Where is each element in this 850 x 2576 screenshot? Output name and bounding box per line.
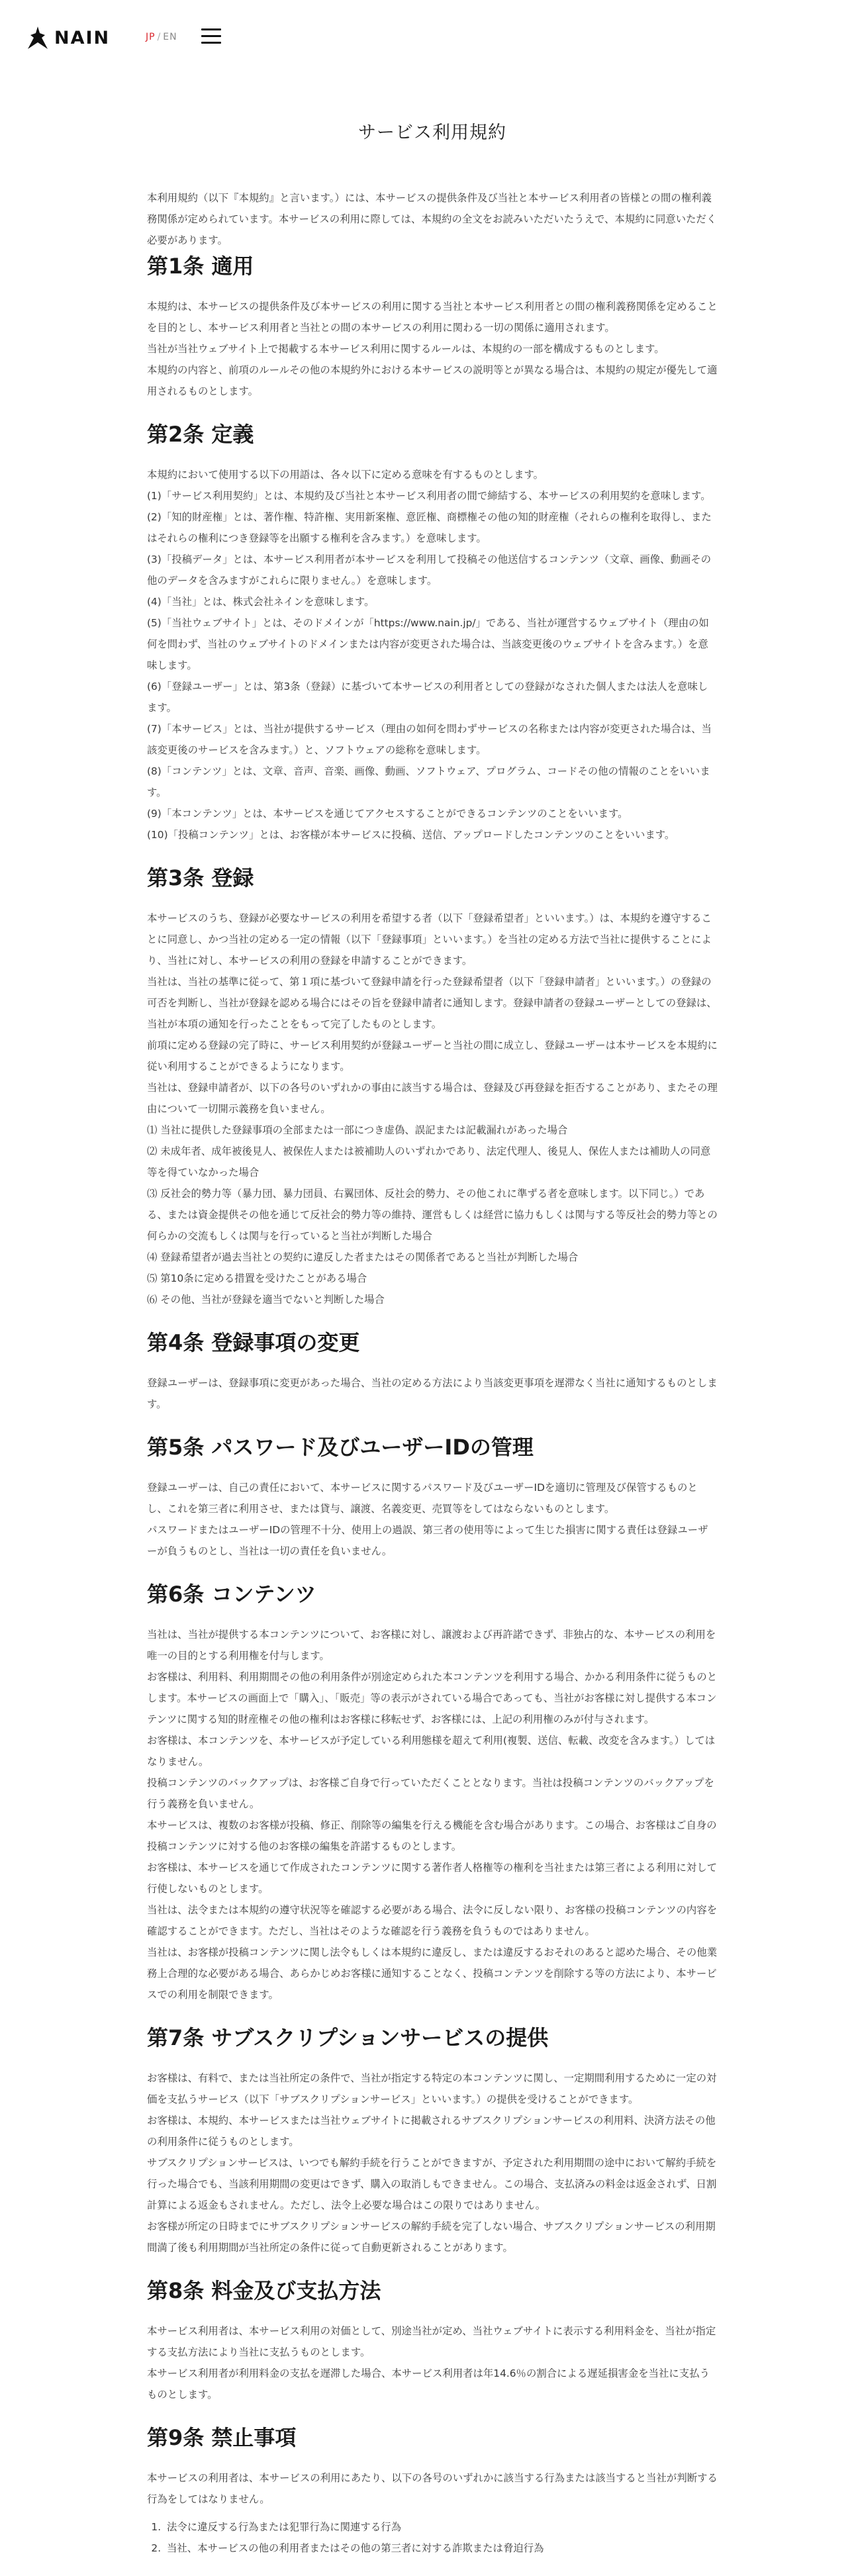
- nain-logo-icon: [28, 26, 48, 49]
- language-switcher: [146, 32, 177, 42]
- article-7: [147, 2023, 718, 2258]
- article-paragraph: 登録ユーザーは、自己の責任において、本サービスに関するパスワード及びユーザーIDを適切に管理及び保管するものとし、これを第三者に利用させ、または貸与、譲渡、名義変更、売買等をしてはならないものとします。: [147, 1482, 698, 1515]
- article-paragraph: サブスクリプションサービスは、いつでも解約手続を行うことができますが、予定された利用期間の途中において解約手続を行った場合でも、当該利用期間の変更はできず、購入の取消しもできません。この場合、支払済みの料金は返金されず、日割計算による返金もされません。ただし、法令上必要な場合はこの限りではありません。: [147, 2157, 717, 2211]
- article-paragraph: 本サービスのうち、登録が必要なサービスの利用を希望する者（以下「登録希望者」といいます。）は、本規約を遵守することに同意し、かつ当社の定める一定の情報（以下「登録事項」といいます。）を当社の定める方法で当社に提供することにより、当社に対し、本サービスの利用の登録を申請することができます。: [147, 912, 712, 967]
- lang-en-link[interactable]: EN: [163, 32, 177, 42]
- article-paragraph: 本サービスは、複数のお客様が投稿、修正、削除等の編集を行える機能を含む場合があります。この場合、お客様はご自身の投稿コンテンツに対する他のお客様の編集を許諾するものとします。: [147, 1819, 717, 1852]
- numbered-item: ⑵ 未成年者、成年被後見人、被保佐人または被補助人のいずれかであり、法定代理人、後見人、保佐人または補助人の同意等を得ていなかった場合: [147, 1145, 711, 1178]
- article-paragraph: 当社は、お客様が投稿コンテンツに関し法令もしくは本規約に違反し、または違反するおそれのあると認めた場合、その他業務上合理的な必要がある場合、あらかじめお客様に通知することなく、投稿コンテンツを削除する等の方法により、本サービスでの利用を制限できます。: [147, 1946, 718, 2001]
- definition-item: (1)「サービス利用契約」とは、本規約及び当社と本サービス利用者の間で締結する、本サービスの利用契約を意味します。: [147, 490, 711, 502]
- article-paragraph: お客様は、本サービスを通じて作成されたコンテンツに関する著作者人格権等の権利を当社または第三者による利用に対して行使しないものとします。: [147, 1862, 718, 1895]
- terms-content: [147, 118, 718, 2576]
- definition-item: (6)「登録ユーザー」とは、第3条（登録）に基づいて本サービスの利用者としての登録がなされた個人または法人を意味します。: [147, 681, 708, 714]
- definition-item: (2)「知的財産権」とは、著作権、特許権、実用新案権、意匠権、商標権その他の知的財産権（それらの権利を取得し、またはそれらの権利につき登録等を出願する権利を含みます。）を意味します。: [147, 511, 712, 544]
- numbered-item: ⑷ 登録希望者が過去当社との契約に違反した者またはその関係者であると当社が判断した場合: [147, 1251, 579, 1263]
- logo[interactable]: [28, 26, 110, 49]
- article-title: 第1条 適用: [147, 254, 254, 279]
- article-8: [147, 2275, 718, 2405]
- article-paragraph: お客様は、本コンテンツを、本サービスが予定している利用態様を超えて利用(複製、送信、転載、改変を含みます。）してはなりません。: [147, 1735, 716, 1768]
- lang-jp-link[interactable]: JP: [146, 32, 156, 42]
- article-paragraph: パスワードまたはユーザーIDの管理不十分、使用上の過誤、第三者の使用等によって生じた損害に関する責任は登録ユーザーが負うものとし、当社は一切の責任を負いません。: [147, 1524, 708, 1557]
- definition-item: (7)「本サービス」とは、当社が提供するサービス（理由の如何を問わずサービスの名称または内容が変更された場合は、当該変更後のサービスを含みます。）と、ソフトウェアの総称を意味します。: [147, 723, 712, 756]
- numbered-item: ⑸ 第10条に定める措置を受けたことがある場合: [147, 1272, 367, 1284]
- article-title: 第5条 パスワード及びユーザーIDの管理: [147, 1435, 534, 1460]
- article-paragraph: 当社が当社ウェブサイト上で掲載する本サービス利用に関するルールは、本規約の一部を構成するものとします。: [147, 343, 665, 355]
- logo-text: NAIN: [54, 27, 111, 48]
- numbered-item: ⑶ 反社会的勢力等（暴力団、暴力団員、右翼団体、反社会的勢力、その他これに準ずる者を意味します。以下同じ。）である、または資金提供その他を通じて反社会的勢力等の維持、運営もしくは経営に協力もしくは関与する等反社会的勢力等との何らかの交流もしくは関与を行っていると当社が判断した場合: [147, 1188, 718, 1242]
- article-paragraph: お客様が所定の日時までにサブスクリプションサービスの解約手続を完了しない場合、サブスクリプションサービスの利用期間満了後も利用期間が当社所定の条件に従って自動更新されることがあります。: [147, 2220, 716, 2254]
- article-2: [147, 419, 718, 845]
- numbered-item: ⑴ 当社に提供した登録事項の全部または一部につき虚偽、誤記または記載漏れがあった場合: [147, 1124, 568, 1136]
- prohibited-list: [147, 2516, 718, 2559]
- site-header: [0, 0, 850, 73]
- article-paragraph: 投稿コンテンツのバックアップは、お客様ご自身で行っていただくこととなります。当社は投稿コンテンツのバックアップを行う義務を負いません。: [147, 1777, 714, 1810]
- article-9: [147, 2422, 718, 2559]
- definition-item: (4)「当社」とは、株式会社ネインを意味します。: [147, 596, 375, 608]
- article-paragraph: 本サービス利用者は、本サービス利用の対価として、別途当社が定め、当社ウェブサイトに表示する利用料金を、当社が指定する支払方法により当社に支払うものとします。: [147, 2325, 716, 2358]
- article-paragraph: 当社は、登録申請者が、以下の各号のいずれかの事由に該当する場合は、登録及び再登録を拒否することがあり、またその理由について一切開示義務を負いません。: [147, 1082, 718, 1115]
- article-paragraph: 登録ユーザーは、登録事項に変更があった場合、当社の定める方法により当該変更事項を遅滞なく当社に通知するものとします。: [147, 1377, 718, 1410]
- article-1: [147, 251, 718, 402]
- definition-item: (3)「投稿データ」とは、本サービス利用者が本サービスを利用して投稿その他送信するコンテンツ（文章、画像、動画その他のデータを含みますがこれらに限りません。）を意味します。: [147, 553, 712, 587]
- page-title: サービス利用規約: [358, 122, 506, 143]
- article-3: [147, 863, 718, 1310]
- article-paragraph: 本規約の内容と、前項のルールその他の本規約外における本サービスの説明等とが異なる場合は、本規約の規定が優先して適用されるものとします。: [147, 364, 718, 397]
- article-paragraph: 本規約は、本サービスの提供条件及び本サービスの利用に関する当社と本サービス利用者との間の権利義務関係を定めることを目的とし、本サービス利用者と当社との間の本サービスの利用に関わる一切の関係に適用されます。: [147, 301, 718, 334]
- article-title: 第7条 サブスクリプションサービスの提供: [147, 2025, 549, 2050]
- menu-bar: [201, 28, 221, 30]
- article-paragraph: 当社は、当社が提供する本コンテンツについて、お客様に対し、譲渡および再許諾できず、非独占的な、本サービスの利用を唯一の目的とする利用権を付与します。: [147, 1629, 716, 1662]
- definition-item: (8)「コンテンツ」とは、文章、音声、音楽、画像、動画、ソフトウェア、プログラム、コードその他の情報のことをいいます。: [147, 765, 710, 798]
- menu-bar: [201, 42, 221, 44]
- menu-bar: [201, 35, 221, 37]
- article-title: 第6条 コンテンツ: [147, 1582, 316, 1607]
- article-paragraph: 本サービスの利用者は、本サービスの利用にあたり、以下の各号のいずれかに該当する行為または該当すると当社が判断する行為をしてはなりません。: [147, 2472, 718, 2505]
- article-4: [147, 1327, 718, 1415]
- lang-separator: /: [157, 32, 162, 42]
- article-paragraph: 前項に定める登録の完了時に、サービス利用契約が登録ユーザーと当社の間に成立し、登録ユーザーは本サービスを本規約に従い利用することができるようになります。: [147, 1039, 718, 1073]
- definition-item: (10)「投稿コンテンツ」とは、お客様が本サービスに投稿、送信、アップロードしたコンテンツのことをいいます。: [147, 829, 675, 841]
- article-6: [147, 1579, 718, 2005]
- article-title: 第3条 登録: [147, 865, 254, 890]
- list-item: 2. 当社、本サービスの他の利用者またはその他の第三者に対する詐欺または脅迫行為: [164, 2538, 718, 2559]
- definition-item: (5)「当社ウェブサイト」とは、そのドメインが「https://www.nain.jp/」である、当社が運営するウェブサイト（理由の如何を問わず、当社のウェブサイトのドメインまたは内容が変更された場合は、当該変更後のウェブサイトを含みます。）を意味します。: [147, 617, 709, 671]
- article-title: 第9条 禁止事項: [147, 2425, 297, 2450]
- article-paragraph: お客様は、本規約、本サービスまたは当社ウェブサイトに掲載されるサブスクリプションサービスの利用料、決済方法その他の利用条件に従うものとします。: [147, 2115, 716, 2148]
- article-title: 第2条 定義: [147, 422, 254, 447]
- article-5: [147, 1432, 718, 1562]
- article-paragraph: お客様は、有料で、または当社所定の条件で、当社が指定する特定の本コンテンツに関し、一定期間利用するために一定の対価を支払うサービス（以下「サブスクリプションサービス」といいます。）の提供を受けることができます。: [147, 2072, 717, 2105]
- article-paragraph: 本規約において使用する以下の用語は、各々以下に定める意味を有するものとします。: [147, 469, 544, 481]
- list-item: 1. 法令に違反する行為または犯罪行為に関連する行為: [164, 2516, 718, 2538]
- numbered-item: ⑹ その他、当社が登録を適当でないと判断した場合: [147, 1294, 385, 1306]
- definition-item: (9)「本コンテンツ」とは、本サービスを通じてアクセスすることができるコンテンツのことをいいます。: [147, 808, 628, 820]
- article-title: 第4条 登録事項の変更: [147, 1330, 360, 1355]
- article-title: 第8条 料金及び支払方法: [147, 2278, 381, 2303]
- article-paragraph: 当社は、当社の基準に従って、第１項に基づいて登録申請を行った登録希望者（以下「登録申請者」といいます。）の登録の可否を判断し、当社が登録を認める場合にはその旨を登録申請者に通知します。登録申請者の登録ユーザーとしての登録は、当社が本項の通知を行ったことをもって完了したものとします。: [147, 976, 717, 1030]
- article-paragraph: 本サービス利用者が利用料金の支払を遅滞した場合、本サービス利用者は年14.6％の割合による遅延損害金を当社に支払うものとします。: [147, 2367, 710, 2401]
- article-paragraph: お客様は、利用料、利用期間その他の利用条件が別途定められた本コンテンツを利用する場合、かかる利用条件に従うものとします。本サービスの画面上で「購入」、「販売」等の表示がされている場合であっても、当社がお客様に対し提供する本コンテンツに関する知的財産権その他の権利はお客様に移転せず、お客様には、上記の利用権のみが付与されます。: [147, 1671, 718, 1725]
- article-paragraph: 当社は、法令または本規約の遵守状況等を確認する必要がある場合、法令に反しない限り、お客様の投稿コンテンツの内容を確認することができます。ただし、当社はそのような確認を行う義務を負うものではありません。: [147, 1904, 718, 1937]
- hamburger-menu-icon[interactable]: [200, 25, 224, 48]
- intro-paragraph: 本利用規約（以下『本規約』と言います。）には、本サービスの提供条件及び当社と本サービス利用者の皆様との間の権利義務関係が定められています。本サービスの利用に際しては、本規約の全文をお読みいただいたうえで、本規約に同意いただく必要があります。: [147, 192, 717, 246]
